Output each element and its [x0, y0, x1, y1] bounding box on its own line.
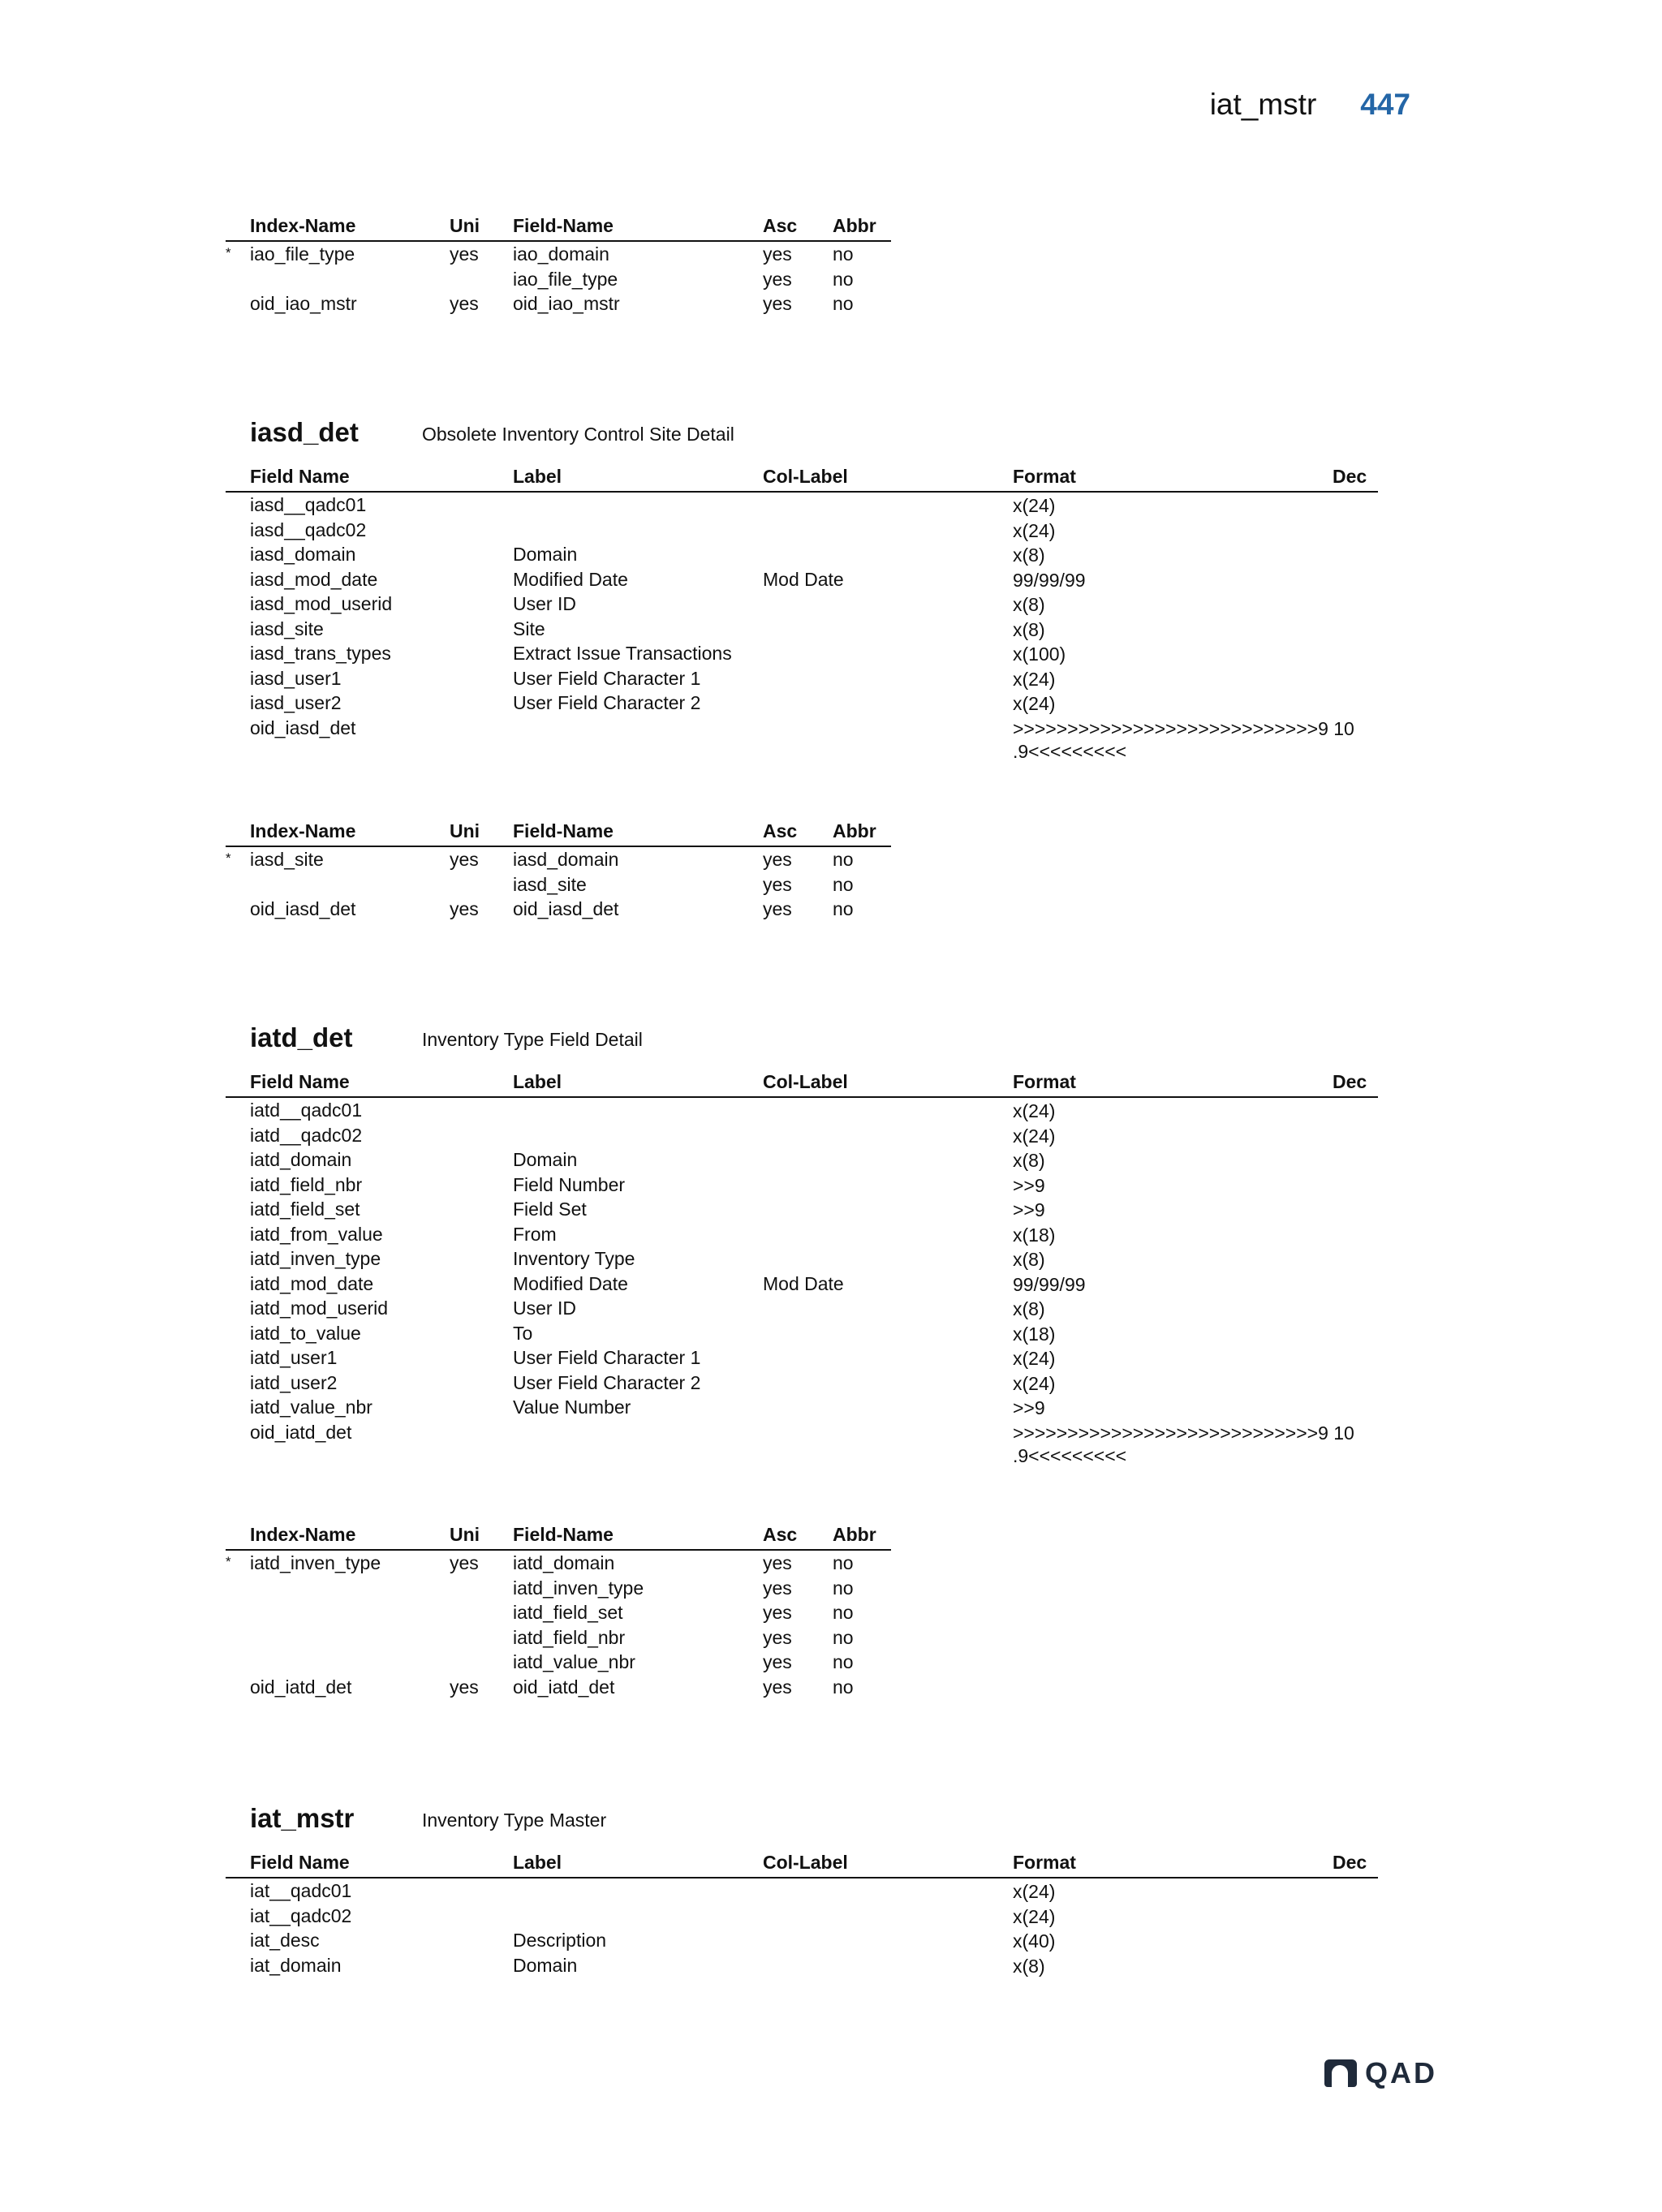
- header-index-name: Index-Name: [250, 215, 356, 236]
- header-dec: Dec: [1333, 466, 1367, 487]
- header-col-label: Col-Label: [763, 1852, 848, 1873]
- cell-format: x(24): [1013, 1125, 1056, 1147]
- iatd-field-table: [226, 1069, 1378, 1467]
- cell-label: Description: [513, 1930, 607, 1951]
- cell-format: x(8): [1013, 618, 1045, 640]
- table-row: [226, 617, 1378, 642]
- table-row: [226, 1123, 1378, 1148]
- cell-label: Field Number: [513, 1173, 626, 1195]
- cell-label: From: [513, 1223, 557, 1245]
- table-description-iatd: Inventory Type Field Detail: [422, 1029, 643, 1050]
- table-row: [226, 1953, 1378, 1978]
- table-description-iat: Inventory Type Master: [422, 1810, 607, 1831]
- cell-field-name: iatd_value_nbr: [250, 1396, 372, 1418]
- table-header-row: [226, 1850, 1378, 1878]
- cell-format: >>9: [1013, 1199, 1045, 1220]
- table-row: [226, 691, 1378, 716]
- header-label: Label: [513, 1852, 562, 1873]
- cell-field-name: iatd_mod_date: [250, 1272, 374, 1294]
- table-row: [226, 1246, 1378, 1272]
- cell-format: x(24): [1013, 495, 1056, 516]
- primary-index-marker: *: [226, 245, 231, 260]
- table-row: [226, 1371, 1378, 1396]
- table-row: [226, 666, 1378, 691]
- table-name-iatd: iatd_det: [250, 1022, 353, 1052]
- cell-asc: yes: [763, 293, 792, 314]
- cell-field-name: iatd_domain: [250, 1149, 352, 1170]
- cell-field-name: iasd_user1: [250, 667, 342, 689]
- header-uni: Uni: [450, 215, 480, 236]
- table-row: [226, 267, 891, 292]
- table-header-row: [226, 213, 891, 242]
- cell-format: x(8): [1013, 1150, 1045, 1171]
- cell-field-name: iatd_from_value: [250, 1223, 383, 1245]
- cell-field-name: iatd_field_nbr: [250, 1173, 363, 1195]
- cell-field-name: iao_file_type: [513, 268, 618, 290]
- cell-format: x(24): [1013, 1881, 1056, 1902]
- cell-field-name: iasd_mod_userid: [250, 593, 393, 614]
- cell-field-name: iatd_user2: [250, 1371, 338, 1393]
- primary-index-marker: *: [226, 850, 231, 866]
- cell-field-name: iasd_site: [250, 618, 324, 639]
- table-row: [226, 1222, 1378, 1247]
- cell-field-name: oid_iatd_det: [513, 1676, 615, 1698]
- cell-abbr: no: [833, 1552, 854, 1573]
- cell-asc: yes: [763, 268, 792, 290]
- iat-field-table: [226, 1850, 1378, 1977]
- cell-abbr: no: [833, 1651, 854, 1672]
- cell-format: x(24): [1013, 1905, 1056, 1927]
- cell-label: Modified Date: [513, 568, 628, 590]
- cell-field-name: iatd_inven_type: [513, 1577, 644, 1599]
- table-row: [226, 242, 891, 267]
- cell-asc: yes: [763, 898, 792, 919]
- cell-abbr: no: [833, 243, 854, 265]
- cell-index-name: oid_iao_mstr: [250, 293, 357, 314]
- table-row: [226, 1675, 891, 1700]
- cell-uni: yes: [450, 898, 479, 919]
- cell-format: x(8): [1013, 1298, 1045, 1319]
- cell-label: User ID: [513, 593, 576, 614]
- table-row: [226, 1345, 1378, 1371]
- table-header-row: [226, 464, 1378, 493]
- cell-label: Extract Issue Transactions: [513, 643, 732, 664]
- page-header: [1210, 88, 1410, 122]
- iatd-index-table: [226, 1522, 891, 1699]
- table-row: [226, 1296, 1378, 1321]
- header-uni: Uni: [450, 1524, 480, 1545]
- cell-field-name: iasd_mod_date: [250, 568, 378, 590]
- header-uni: Uni: [450, 820, 480, 841]
- cell-format: >>9: [1013, 1174, 1045, 1196]
- cell-abbr: no: [833, 1577, 854, 1599]
- header-field-name: Field Name: [250, 1071, 350, 1092]
- cell-label: Inventory Type: [513, 1248, 635, 1269]
- header-label: Label: [513, 1071, 562, 1092]
- cell-label: Domain: [513, 1954, 578, 1976]
- cell-asc: yes: [763, 1577, 792, 1599]
- cell-format: x(40): [1013, 1930, 1056, 1952]
- table-row: [226, 518, 1378, 543]
- cell-format: x(8): [1013, 544, 1045, 566]
- cell-asc: yes: [763, 1651, 792, 1672]
- cell-asc: yes: [763, 1626, 792, 1648]
- cell-format: x(18): [1013, 1224, 1056, 1246]
- table-header-row: [226, 1069, 1378, 1098]
- cell-field-name: iasd_trans_types: [250, 643, 391, 664]
- cell-asc: yes: [763, 849, 792, 870]
- qad-logo-icon: [1324, 2059, 1357, 2087]
- cell-field-name: iatd_field_nbr: [513, 1626, 626, 1648]
- header-abbr: Abbr: [833, 1524, 876, 1545]
- cell-index-name: iao_file_type: [250, 243, 355, 265]
- cell-asc: yes: [763, 873, 792, 895]
- table-row: [226, 567, 1378, 592]
- table-description-iasd: Obsolete Inventory Control Site Detail: [422, 424, 734, 445]
- cell-format: x(24): [1013, 693, 1056, 714]
- cell-format: x(18): [1013, 1323, 1056, 1345]
- table-row: [226, 1551, 891, 1576]
- cell-uni: yes: [450, 1552, 479, 1573]
- table-row: [226, 1173, 1378, 1198]
- iao-index-table: [226, 213, 891, 316]
- table-row: [226, 897, 891, 922]
- cell-field-name: iasd__qadc01: [250, 494, 367, 515]
- header-field-name: Field-Name: [513, 215, 614, 236]
- iasd-field-table: [226, 464, 1378, 763]
- header-index-name: Index-Name: [250, 1524, 356, 1545]
- page-number: 447: [1360, 88, 1410, 121]
- table-row: [226, 1904, 1378, 1929]
- cell-uni: yes: [450, 293, 479, 314]
- cell-index-name: oid_iasd_det: [250, 898, 356, 919]
- cell-field-name: iatd_to_value: [250, 1322, 361, 1344]
- cell-label: Field Set: [513, 1199, 587, 1220]
- cell-asc: yes: [763, 1602, 792, 1623]
- cell-label: Domain: [513, 544, 578, 565]
- cell-label: User Field Character 2: [513, 1371, 701, 1393]
- cell-field-name: iasd_domain: [513, 849, 619, 870]
- qad-logo-text: QAD: [1365, 2056, 1437, 2089]
- iasd-index-table: [226, 819, 891, 922]
- cell-field-name: oid_iasd_det: [513, 898, 619, 919]
- header-asc: Asc: [763, 820, 798, 841]
- cell-format: x(24): [1013, 1100, 1056, 1121]
- cell-field-name: iasd_site: [513, 873, 587, 895]
- cell-abbr: no: [833, 1602, 854, 1623]
- table-row: [226, 1650, 891, 1675]
- cell-format: >>>>>>>>>>>>>>>>>>>>>>>>>>>>9 10 .9<<<<<<<<<: [1013, 1422, 1354, 1466]
- cell-field-name: iatd__qadc02: [250, 1124, 363, 1146]
- table-row: [226, 542, 1378, 567]
- table-name-iasd: iasd_det: [250, 417, 359, 447]
- table-row: [226, 291, 891, 316]
- cell-label: User Field Character 2: [513, 692, 701, 713]
- cell-field-name: iatd_user1: [250, 1347, 338, 1368]
- header-abbr: Abbr: [833, 215, 876, 236]
- table-header-row: [226, 819, 891, 847]
- cell-field-name: iatd_field_set: [513, 1602, 623, 1623]
- header-asc: Asc: [763, 215, 798, 236]
- table-row: [226, 641, 1378, 666]
- cell-format: x(24): [1013, 1348, 1056, 1369]
- cell-index-name: iatd_inven_type: [250, 1552, 381, 1573]
- cell-format: x(24): [1013, 668, 1056, 690]
- header-field-name: Field Name: [250, 466, 350, 487]
- cell-abbr: no: [833, 268, 854, 290]
- cell-format: x(8): [1013, 594, 1045, 615]
- cell-format: >>>>>>>>>>>>>>>>>>>>>>>>>>>>9 10 .9<<<<<<<<<: [1013, 717, 1354, 762]
- cell-field-name: iatd__qadc01: [250, 1100, 363, 1121]
- table-row: [226, 1420, 1378, 1467]
- cell-label: Domain: [513, 1149, 578, 1170]
- cell-format: x(100): [1013, 643, 1066, 665]
- header-dec: Dec: [1333, 1071, 1367, 1092]
- cell-field-name: iat_domain: [250, 1954, 342, 1976]
- header-abbr: Abbr: [833, 820, 876, 841]
- header-format: Format: [1013, 1071, 1076, 1092]
- cell-abbr: no: [833, 873, 854, 895]
- cell-asc: yes: [763, 243, 792, 265]
- header-field-name: Field-Name: [513, 820, 614, 841]
- header-asc: Asc: [763, 1524, 798, 1545]
- cell-format: >>9: [1013, 1397, 1045, 1418]
- table-row: [226, 847, 891, 872]
- cell-index-name: oid_iatd_det: [250, 1676, 352, 1698]
- table-row: [226, 716, 1378, 763]
- cell-field-name: iao_domain: [513, 243, 609, 265]
- cell-label: Value Number: [513, 1396, 631, 1418]
- table-row: [226, 1600, 891, 1625]
- cell-uni: yes: [450, 243, 479, 265]
- cell-field-name: iatd_field_set: [250, 1199, 360, 1220]
- header-field-name: Field Name: [250, 1852, 350, 1873]
- table-row: [226, 1928, 1378, 1953]
- primary-index-marker: *: [226, 1554, 231, 1569]
- cell-abbr: no: [833, 293, 854, 314]
- cell-index-name: iasd_site: [250, 849, 324, 870]
- cell-col-label: Mod Date: [763, 1272, 844, 1294]
- table-row: [226, 1197, 1378, 1222]
- cell-format: x(24): [1013, 519, 1056, 541]
- cell-field-name: iat__qadc02: [250, 1904, 352, 1926]
- running-title: iat_mstr: [1209, 88, 1317, 121]
- cell-abbr: no: [833, 1676, 854, 1698]
- table-row: [226, 1321, 1378, 1346]
- header-col-label: Col-Label: [763, 1071, 848, 1092]
- cell-abbr: no: [833, 849, 854, 870]
- table-row: [226, 1272, 1378, 1297]
- cell-label: User ID: [513, 1298, 576, 1319]
- cell-format: x(24): [1013, 1372, 1056, 1394]
- table-row: [226, 1098, 1378, 1123]
- cell-uni: yes: [450, 1676, 479, 1698]
- table-row: [226, 872, 891, 897]
- header-field-name: Field-Name: [513, 1524, 614, 1545]
- cell-field-name: oid_iatd_det: [250, 1421, 352, 1443]
- cell-field-name: iatd_value_nbr: [513, 1651, 635, 1672]
- table-row: [226, 1625, 891, 1650]
- header-dec: Dec: [1333, 1852, 1367, 1873]
- cell-field-name: iat_desc: [250, 1930, 320, 1951]
- cell-field-name: iasd_domain: [250, 544, 356, 565]
- table-header-row: [226, 1522, 891, 1551]
- table-name-iat: iat_mstr: [250, 1803, 355, 1833]
- cell-field-name: iat__qadc01: [250, 1880, 352, 1901]
- table-row: [226, 1878, 1378, 1904]
- cell-asc: yes: [763, 1552, 792, 1573]
- header-label: Label: [513, 466, 562, 487]
- cell-label: User Field Character 1: [513, 1347, 701, 1368]
- table-row: [226, 1395, 1378, 1420]
- table-row: [226, 493, 1378, 518]
- header-index-name: Index-Name: [250, 820, 356, 841]
- header-col-label: Col-Label: [763, 466, 848, 487]
- cell-label: Site: [513, 618, 545, 639]
- cell-format: 99/99/99: [1013, 1273, 1086, 1295]
- cell-label: To: [513, 1322, 533, 1344]
- table-row: [226, 592, 1378, 617]
- cell-label: Modified Date: [513, 1272, 628, 1294]
- cell-field-name: iasd__qadc02: [250, 519, 367, 540]
- cell-label: User Field Character 1: [513, 667, 701, 689]
- cell-field-name: oid_iao_mstr: [513, 293, 620, 314]
- cell-format: x(8): [1013, 1955, 1045, 1977]
- header-format: Format: [1013, 1852, 1076, 1873]
- cell-field-name: iatd_mod_userid: [250, 1298, 389, 1319]
- cell-uni: yes: [450, 849, 479, 870]
- cell-field-name: oid_iasd_det: [250, 717, 356, 738]
- cell-abbr: no: [833, 1626, 854, 1648]
- cell-asc: yes: [763, 1676, 792, 1698]
- cell-field-name: iatd_inven_type: [250, 1248, 381, 1269]
- cell-col-label: Mod Date: [763, 568, 844, 590]
- table-row: [226, 1576, 891, 1601]
- table-row: [226, 1147, 1378, 1173]
- cell-abbr: no: [833, 898, 854, 919]
- cell-format: 99/99/99: [1013, 569, 1086, 591]
- header-format: Format: [1013, 466, 1076, 487]
- cell-field-name: iasd_user2: [250, 692, 342, 713]
- cell-field-name: iatd_domain: [513, 1552, 615, 1573]
- cell-format: x(8): [1013, 1249, 1045, 1270]
- qad-logo: [1324, 2056, 1437, 2090]
